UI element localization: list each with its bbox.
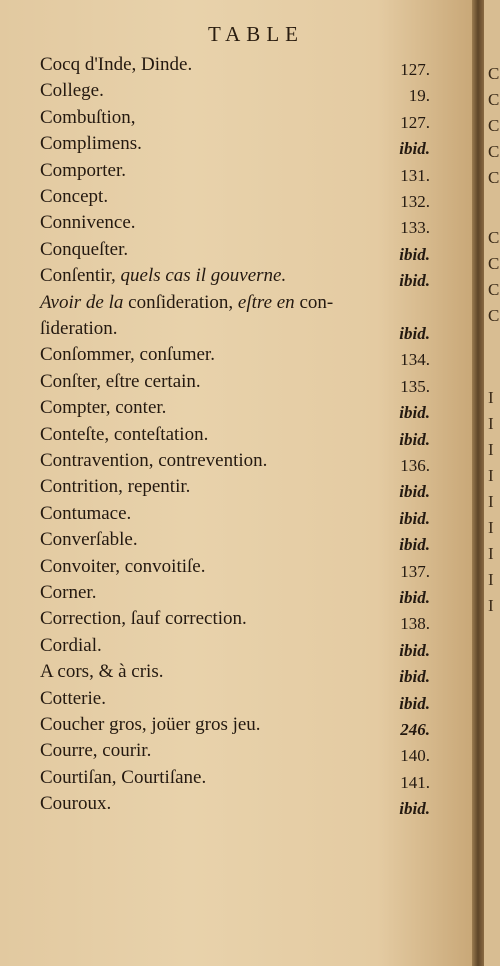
entry-term-text: Conſentir,	[40, 265, 116, 287]
entry-term	[40, 503, 131, 525]
entry-term-text: conſideration,	[123, 291, 234, 313]
entry-term	[40, 212, 136, 234]
entry-term-text: Correction, ſauf correction.	[40, 608, 247, 630]
book-gutter	[472, 0, 484, 966]
facing-page-letter: I	[488, 440, 494, 459]
index-entry	[40, 265, 430, 291]
entry-term	[40, 608, 247, 630]
entry-page-ref: ibid.	[399, 429, 430, 449]
entry-term-text: ſideration.	[40, 318, 118, 339]
entry-page-ref: ibid.	[399, 482, 430, 502]
index-entry	[40, 582, 430, 608]
index-entry	[40, 424, 430, 450]
entry-term	[40, 186, 108, 208]
entry-term-text: Contrition, repentir.	[40, 476, 191, 498]
entry-page-ref: 137.	[400, 561, 430, 581]
index-entry	[40, 107, 430, 133]
entry-term-text: Corner.	[40, 582, 97, 603]
entry-term	[40, 54, 192, 76]
entry-term-text: Concept.	[40, 186, 109, 207]
entry-term	[40, 476, 190, 498]
page-heading: TABLE	[208, 22, 304, 46]
index-entry	[40, 239, 430, 265]
facing-page-letter: C	[488, 90, 500, 109]
entry-page-ref: 133.	[400, 218, 430, 238]
entry-page-ref: ibid.	[399, 693, 430, 713]
facing-page-letter: C	[488, 280, 500, 299]
index-entry	[40, 529, 430, 555]
entry-term	[40, 793, 111, 815]
facing-page-letter: I	[488, 570, 494, 589]
index-entry	[40, 80, 430, 106]
entry-page-ref: ibid.	[399, 640, 430, 660]
facing-page-letter: I	[488, 596, 494, 615]
facing-page-letter: I	[488, 492, 494, 511]
entry-term	[40, 318, 118, 340]
index-entry	[40, 212, 430, 238]
facing-page-letter: C	[488, 306, 500, 325]
entry-term-italic: quels cas il gouverne.	[115, 265, 287, 287]
entry-page-ref: 138.	[400, 614, 430, 634]
entry-term-italic: eſtre en	[233, 291, 295, 313]
index-entry	[40, 292, 430, 318]
index-entry	[40, 608, 430, 634]
entry-page-ref: ibid.	[399, 799, 430, 819]
entry-term-text: Conſter, eſtre certain.	[40, 370, 201, 392]
index-entry	[40, 344, 430, 370]
entry-page-ref: 136.	[400, 456, 430, 475]
index-entry	[40, 767, 430, 793]
facing-page-letter: I	[488, 414, 494, 433]
entry-term-text: Courre, courir.	[40, 740, 152, 762]
entry-term-text: Courtiſan, Courtiſane.	[40, 766, 207, 788]
entry-page-ref: 127.	[400, 112, 430, 132]
entry-term-text: A cors, & à cris.	[40, 661, 164, 683]
entry-term	[40, 529, 138, 551]
index-entry	[40, 371, 430, 397]
entry-page-ref: 131.	[400, 165, 430, 185]
entry-page-ref: ibid.	[399, 588, 430, 607]
entry-term-text: Compter, conter.	[40, 397, 167, 419]
entry-term-text: Connivence.	[40, 212, 136, 234]
entry-term-text: Converſable.	[40, 529, 138, 551]
facing-page-letter: I	[488, 544, 494, 563]
entry-term	[40, 160, 126, 182]
entry-term	[40, 133, 142, 155]
entry-page-ref: 246.	[400, 720, 430, 739]
index-entry	[40, 160, 430, 186]
facing-page-letter: C	[488, 64, 500, 83]
entry-page-ref: ibid.	[399, 324, 430, 343]
facing-page-letter: I	[488, 466, 494, 485]
facing-page-letter: C	[488, 142, 500, 161]
index-entry	[40, 450, 430, 476]
entry-term	[40, 556, 205, 578]
entry-term	[40, 635, 102, 657]
entry-term-text: Conqueſter.	[40, 238, 129, 260]
entry-page-ref: ibid.	[399, 271, 430, 291]
entry-term	[40, 767, 206, 789]
entry-term-text: Comporter.	[40, 159, 127, 181]
entry-page-ref: 135.	[400, 376, 430, 396]
entry-term-text: Coucher gros, joüer gros jeu.	[40, 714, 261, 735]
entry-page-ref: 134.	[400, 350, 430, 370]
entry-page-ref: 19.	[408, 86, 430, 106]
entry-page-ref: ibid.	[399, 403, 430, 423]
index-entry	[40, 635, 430, 661]
entry-term-text: Conſommer, conſumer.	[40, 344, 215, 366]
entry-term	[40, 239, 128, 261]
facing-page-letter: C	[488, 254, 500, 273]
entry-term-text: Contravention, contrevention.	[40, 450, 268, 471]
index-entry	[40, 661, 430, 687]
entry-term-text: con-	[294, 291, 334, 313]
facing-page-letter: C	[488, 168, 500, 187]
facing-page-letter: C	[488, 228, 500, 247]
entry-term-text: Cotterie.	[40, 687, 106, 709]
index-entry	[40, 556, 430, 582]
index-entry	[40, 186, 430, 212]
entry-term-text: College.	[40, 80, 104, 102]
entry-term	[40, 397, 166, 419]
facing-page-letter: I	[488, 518, 494, 537]
index-entry	[40, 133, 430, 159]
facing-page-edge	[484, 0, 500, 966]
entry-page-ref: 132.	[400, 192, 430, 211]
entry-term-text: Combuſtion,	[40, 106, 136, 128]
entry-page-ref: ibid.	[399, 667, 430, 687]
entry-term	[40, 661, 163, 683]
index-entry	[40, 688, 430, 714]
entry-term-text: Convoiter, convoitiſe.	[40, 555, 206, 577]
index-entry	[40, 476, 430, 502]
entry-term	[40, 740, 151, 762]
facing-page-letter: I	[488, 388, 494, 407]
entry-term-italic: Avoir de la	[40, 291, 124, 313]
entry-term	[40, 424, 208, 446]
index-entry	[40, 503, 430, 529]
entry-term	[40, 714, 261, 736]
index-entry	[40, 714, 430, 740]
entry-term	[40, 371, 201, 393]
entry-term	[40, 344, 215, 366]
entry-term	[40, 80, 104, 102]
entry-term	[40, 292, 333, 314]
entry-page-ref: 127.	[400, 60, 430, 79]
index-entry	[40, 397, 430, 423]
index-entry	[40, 54, 430, 80]
index-entry	[40, 793, 430, 819]
index-entry	[40, 318, 430, 344]
entry-term-text: Cocq d'Inde, Dinde.	[40, 54, 193, 75]
entry-term	[40, 265, 286, 287]
facing-page-letter: C	[488, 116, 500, 135]
entry-term-text: Cordial.	[40, 634, 102, 656]
entry-term-text: Contumace.	[40, 502, 132, 524]
index-entry	[40, 740, 430, 766]
entry-page-ref: ibid.	[399, 535, 430, 555]
entry-page-ref: ibid.	[399, 244, 430, 264]
entry-page-ref: ibid.	[399, 139, 430, 159]
entry-page-ref: 141.	[400, 772, 430, 792]
entry-page-ref: ibid.	[399, 508, 430, 528]
entry-term-text: Conteſte, conteſtation.	[40, 423, 209, 445]
entry-term-text: Couroux.	[40, 793, 112, 815]
entry-term-text: Complimens.	[40, 133, 142, 155]
entry-term	[40, 688, 106, 710]
entry-page-ref: 140.	[400, 746, 430, 766]
entry-term	[40, 107, 136, 129]
entry-term	[40, 450, 267, 472]
entry-term	[40, 582, 96, 604]
